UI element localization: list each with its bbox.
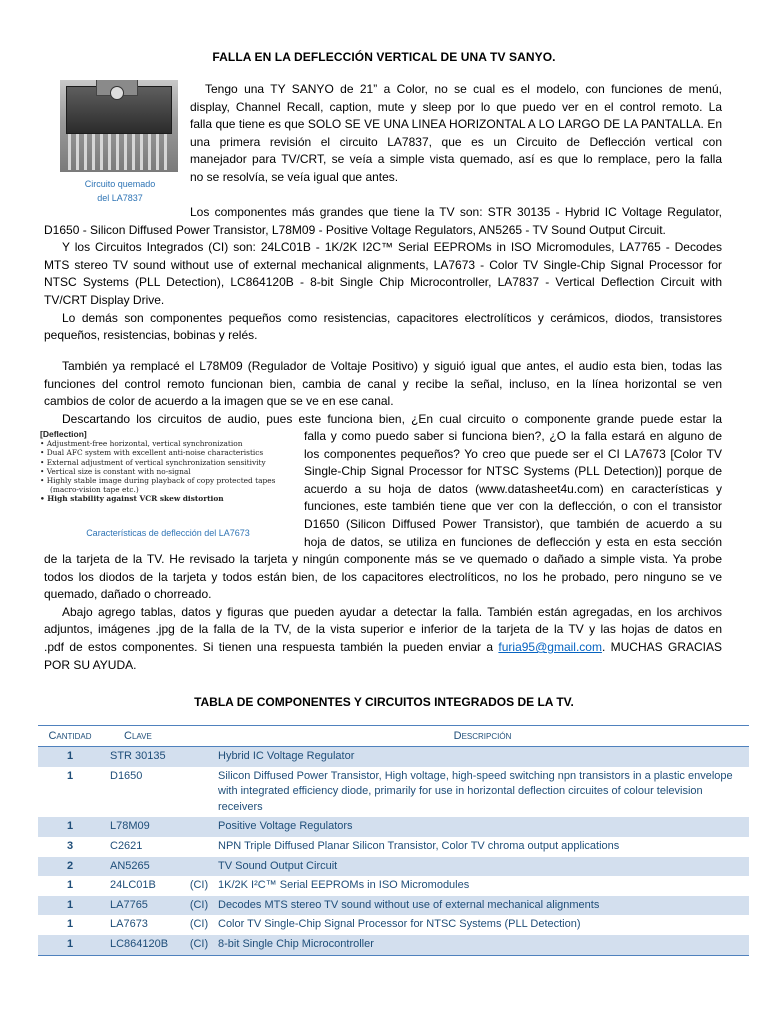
ci-cell [182, 747, 216, 767]
ci-cell [182, 837, 216, 857]
key-cell: D1650 [110, 769, 143, 782]
table-row [38, 876, 749, 896]
ci-cell: (CI) [189, 918, 209, 931]
header-descripcion: Descripción [216, 726, 749, 747]
quantity-cell: 2 [38, 857, 102, 877]
ci-cell [182, 767, 216, 818]
table-row [38, 747, 749, 767]
table-row [38, 767, 749, 818]
paragraph-components: D1650 - Silicon Diffused Power Transistor, L78M09 - Positive Voltage Regulators, AN5265 - TV Sound Output Circuit. Y los Circuitos Integrados (CI) son: 24LC01B - 1K/2K I2C™ Serial EEPROMs in ISO Micromodules, LA7765 - Decodes MTS stereo TV sound without use of external mechanical alignments, LA7673 - Color TV Single-Chip Signal Processor for NTSC Systems (PLL Detection), LC864120B - 8-bit Single Chip Microcontroller, LA7837 - Vertical Deflection Circuit with TV/CRT Display Drive. Lo demás son componentes pequeños como resistencias, capacitores electrolíticos y cerámicos, diodos, transistores pequeños, resistencias, bobinas y relés. [44, 222, 722, 343]
table-row [38, 896, 749, 916]
components-table [38, 725, 749, 956]
key-cell: LC864120B [102, 935, 182, 955]
page-title: FALLA EN LA DEFLECCIÓN VERTICAL DE UNA TV SANYO. [212, 50, 556, 64]
quantity-cell: 1 [38, 935, 102, 955]
key-cell: 24LC01B [110, 879, 156, 892]
key-cell: LA7765 [102, 896, 182, 916]
ci-cell: (CI) [182, 896, 216, 916]
description-cell: Color TV Single-Chip Signal Processor for NTSC Systems (PLL Detection) [218, 918, 581, 931]
table-row [38, 857, 749, 877]
chip-photo-caption: Circuito quemado del LA7837 [84, 179, 156, 203]
ci-cell [182, 857, 216, 877]
key-cell: C2621 [110, 839, 143, 852]
ci-cell [182, 817, 216, 837]
quantity-cell: 1 [66, 918, 74, 931]
description-cell: Hybrid IC Voltage Regulator [216, 747, 749, 767]
quantity-cell: 1 [38, 896, 102, 916]
email-link[interactable]: furia95@gmail.com [498, 639, 602, 654]
table-header-row [38, 726, 749, 747]
description-cell: Silicon Diffused Power Transistor, High voltage, high-speed switching npn transistors in a plastic envelope with integrated efficiency diode, primarily for use in horizontal deflection circuites of colour television receivers [218, 769, 733, 813]
quantity-cell: 1 [38, 747, 102, 767]
description-cell: 1K/2K I²C™ Serial EEPROMs in ISO Micromodules [218, 879, 470, 892]
table-row [38, 837, 749, 857]
table-title: TABLA DE COMPONENTES Y CIRCUITOS INTEGRADOS DE LA TV. [194, 695, 574, 709]
quantity-cell: 1 [66, 879, 74, 892]
paragraph-replacement: También ya remplacé el L78M09 (Regulador de Voltaje Positivo) y siguió igual que antes, el audio esta bien, todas las funciones del control remoto funcionan bien, cambia de canal y recibe la señal, incluso, en la línea horizontal se ven cambios de color de acuerdo a la imagen que se ve en ese canal. Descartando los circuitos de audio, pues este funciona bien, ¿En cual circuito o componente grande puede estar la [44, 359, 722, 426]
table-row [38, 915, 749, 935]
description-cell: TV Sound Output Circuit [216, 857, 749, 877]
paragraph-components-line1: Los componentes más grandes que tiene la TV son: STR 30135 - Hybrid IC Voltage Regulator, [190, 205, 722, 219]
table-row [38, 935, 749, 955]
paragraph-question-full: de la tarjeta de la TV. He revisado la tarjeta y ningún componente más se ve quemado o dañado a simple vista. Ya probe todos los diodos de la tarjeta y todos están bien, de los capacitores electrolíticos, no los he probado, pero ninguno se ve quemado, dañado o chorreado. Abajo agrego tablas, datos y figuras que pueden ayudar a detectar la falla. También están agregadas, en los archivos adjuntos, imágenes .jpg de la falla de la TV, de la vista superior e inferior de la tarjeta de la TV y las hojas de datos en .pdf de estos componentes. Si tienen una respuesta también la pueden enviar a furia95@gmail.com. MUCHAS GRACIAS POR SU AYUDA. [44, 552, 723, 672]
description-cell: Decodes MTS stereo TV sound without use of external mechanical alignments [216, 896, 749, 916]
header-cantidad: Cantidad [38, 726, 102, 747]
burned-chip-photo [60, 80, 178, 172]
header-ci [182, 726, 216, 747]
key-cell: STR 30135 [102, 747, 182, 767]
description-cell: Positive Voltage Regulators [216, 817, 749, 837]
paragraph-question-right: falla y como puedo saber si funciona bien?, ¿O la falla estará en alguno de los componentes pequeños? Yo creo que puede ser el CI LA7673 [Color TV Single-Chip Signal Processor for NTSC Systems (PLL Detection)] porque de acuerdo a su hoja de datos (www.datasheet4u.com) en características y funciones, este también tiene que ver con la deflección, o con el transistor D1650 (Silicon Diffused Power Transistor), que también de acuerdo a su hoja de datos, se utiliza en funciones de deflección y esta en esta sección [304, 429, 722, 549]
quantity-cell: 1 [66, 769, 74, 782]
ci-cell: (CI) [182, 935, 216, 955]
quantity-cell: 1 [38, 817, 102, 837]
header-clave: Clave [102, 726, 182, 747]
key-cell: L78M09 [102, 817, 182, 837]
ci-cell: (CI) [189, 879, 209, 892]
description-cell: 8-bit Single Chip Microcontroller [216, 935, 749, 955]
paragraph-intro: Tengo una TY SANYO de 21” a Color, no se cual es el modelo, con funciones de menú, display, Channel Recall, caption, mute y sleep por lo que puedo ver en el control remoto. La falla que tiene es que SOLO SE VE UNA LINEA HORIZONTAL A LO LARGO DE LA PANTALLA. En una primera revisión el circuito LA7837, que es un Circuito de Deflección vertical con manejador para TV/CRT, se veía a simple vista quemado, así es que lo remplace, pero la falla no se resolvía, se veía igual que antes. [190, 82, 722, 184]
description-cell: NPN Triple Diffused Planar Silicon Transistor, Color TV chroma output applications [218, 839, 620, 852]
key-cell: LA7673 [110, 918, 148, 931]
deflection-figure-caption: Características de deflección del LA7673 [86, 528, 250, 538]
deflection-features-figure: [Deflection] • Adjustment-free horizontal, vertical synchronization • Dual AFC system with excellent anti-noise characteristics • External adjustment of vertical synchronization sensitivity • Vertical size is constant with no-signal • Highly stable image during playback of copy protected tapes (macro-vision tape etc.) • High stability against VCR skew distortion [40, 429, 276, 504]
key-cell: AN5265 [102, 857, 182, 877]
quantity-cell: 3 [66, 839, 74, 852]
table-row [38, 817, 749, 837]
